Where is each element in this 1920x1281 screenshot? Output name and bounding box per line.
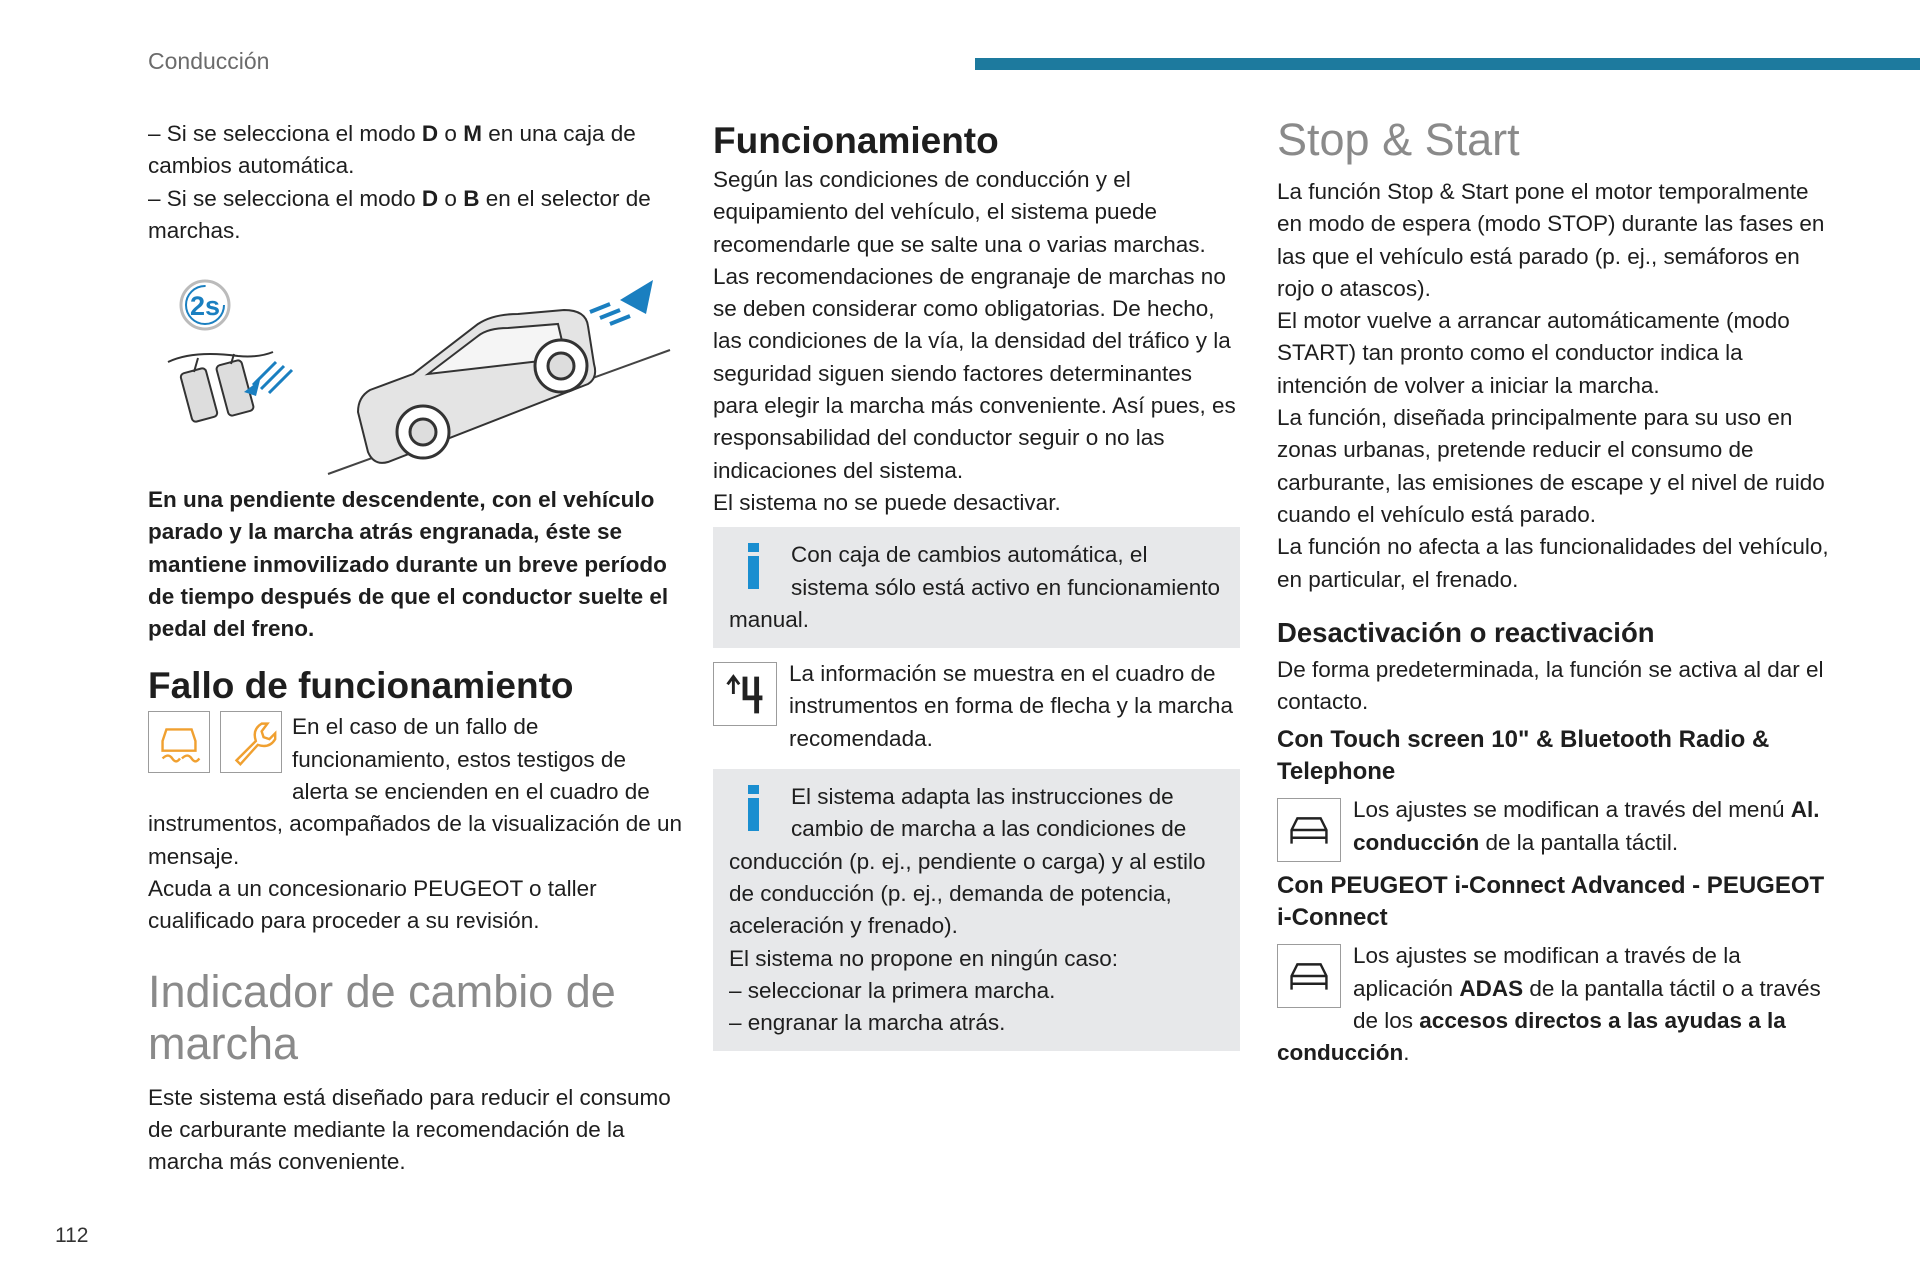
column-3 — [1277, 114, 1837, 1070]
reverse-arrow-icon — [590, 280, 653, 324]
display-note-text: La información se muestra en el cuadro de instrumentos en forma de flecha y la marcha recomendada. — [789, 661, 1233, 751]
info-box-adapt — [713, 769, 1240, 1051]
operation-heading: Funcionamiento — [713, 120, 999, 161]
stop-start-p2: El motor vuelve a arrancar automáticamente (modo START) tan pronto como el conductor indica la intención de volver a iniciar la marcha. — [1277, 308, 1790, 398]
list-item: – engranar la marcha atrás. — [729, 1010, 1006, 1036]
fault-text-1: En el caso de un fallo de funcionamiento, estos testigos de alerta se encienden en el cuadro de instrumentos, acompañados de la visualización de un mensaje. — [148, 714, 683, 869]
iconnect-note: Los ajustes se modifican a través de la aplicación ADAS de la pantalla táctil o a través de los accesos directos a las ayudas a la conducción. — [1277, 943, 1821, 1066]
timer-label: 2s — [189, 291, 221, 321]
column-2 — [713, 118, 1240, 1051]
wrench-warning-icon — [220, 711, 282, 773]
info-box-automatic-text: Con caja de cambios automática, el sistema sólo está activo en funcionamiento manual. — [729, 542, 1220, 632]
column-1-lower — [148, 484, 683, 1178]
list-item: – seleccionar la primera marcha. — [729, 977, 1056, 1003]
gear-indicator-text: Este sistema está diseñado para reducir el consumo de carburante mediante la recomendación de la marcha más conveniente. — [148, 1084, 671, 1175]
gear-shift-arrow-icon — [713, 662, 777, 726]
press-arrows-icon — [244, 362, 292, 396]
touch-screen-note: Los ajustes se modifican a través del menú Al. conducción de la pantalla táctil. — [1277, 794, 1837, 862]
stop-start-p3: La función, diseñada principalmente para su uso en zonas urbanas, pretende reducir el consumo de carburante, las emisiones de escape y el nivel de ruido cuando el vehículo está parado. — [1277, 405, 1825, 527]
display-note — [713, 658, 1240, 755]
stop-start-p1: La función Stop & Start pone el motor temporalmente en modo de espera (modo STOP) durante las fases en las que el vehículo está parado (p. ej., semáforos en rojo o atascos). — [1277, 179, 1825, 301]
iconnect-heading: Con PEUGEOT i-Connect Advanced - PEUGEOT i-Connect — [1277, 872, 1825, 932]
fault-heading: Fallo de funcionamiento — [148, 665, 574, 707]
page-number: 112 — [55, 1224, 89, 1247]
stability-warning-icon — [148, 711, 210, 773]
info-box-adapt-text-2: El sistema no propone en ningún caso: — [729, 945, 1119, 971]
intro-line-1: – Si se selecciona el modo D o M en una caja de cambios automática. — [148, 121, 636, 179]
stop-start-p4: La función no afecta a las funcionalidades del vehículo, en particular, el frenado. — [1277, 534, 1829, 592]
intro-line-2: – Si se selecciona el modo D o B en el selector de marchas. — [148, 185, 651, 243]
driving-aids-car-icon — [1277, 944, 1341, 1008]
touch-screen-heading: Con Touch screen 10" & Bluetooth Radio & Telephone — [1277, 726, 1770, 786]
info-box-automatic — [713, 527, 1240, 648]
default-text: De forma predeterminada, la función se activa al dar el contacto. — [1277, 656, 1824, 715]
stop-start-heading: Stop & Start — [1277, 114, 1520, 165]
timer-2s-icon — [181, 281, 229, 329]
operation-p3: El sistema no se puede desactivar. — [713, 489, 1061, 515]
deactivation-heading: Desactivación o reactivación — [1277, 616, 1655, 648]
operation-p2: Las recomendaciones de engranaje de marchas no se deben considerar como obligatorias. De hecho, las condiciones de la vía, la densidad del tráfico y la seguridad siguen siendo factores determinantes para elegir la marcha más conveniente. Así pues, es responsabilidad del conductor seguir o no las indicaciones del sistema. — [713, 263, 1236, 483]
hill-hold-illustration — [148, 262, 678, 484]
operation-p1: Según las condiciones de conducción y el equipamiento del vehículo, el sistema puede recomendarle que se salte una o varias marchas. — [713, 167, 1206, 257]
fault-text-2: Acuda a un concesionario PEUGEOT o taller cualificado para proceder a su revisión. — [148, 875, 597, 934]
info-box-adapt-text: El sistema adapta las instrucciones de cambio de marcha a las condiciones de conducción (p. ej., pendiente o carga) y al estilo de conducción (p. ej., demanda de potencia, aceleración y frenado). — [729, 784, 1206, 939]
info-icon — [743, 785, 763, 831]
section-label: Conducción — [148, 48, 270, 74]
warning-icons — [148, 711, 282, 773]
driving-aids-car-icon — [1277, 798, 1341, 862]
header-accent-bar — [975, 58, 1920, 70]
info-icon — [743, 543, 763, 589]
slope-paragraph: En una pendiente descendente, con el vehículo parado y la marcha atrás engranada, éste se mantiene inmovilizado durante un breve período de tiempo después de que el conductor suelte el pedal del freno. — [148, 487, 669, 642]
gear-indicator-heading: Indicador de cambio de marcha — [148, 965, 616, 1069]
column-1 — [148, 118, 683, 247]
